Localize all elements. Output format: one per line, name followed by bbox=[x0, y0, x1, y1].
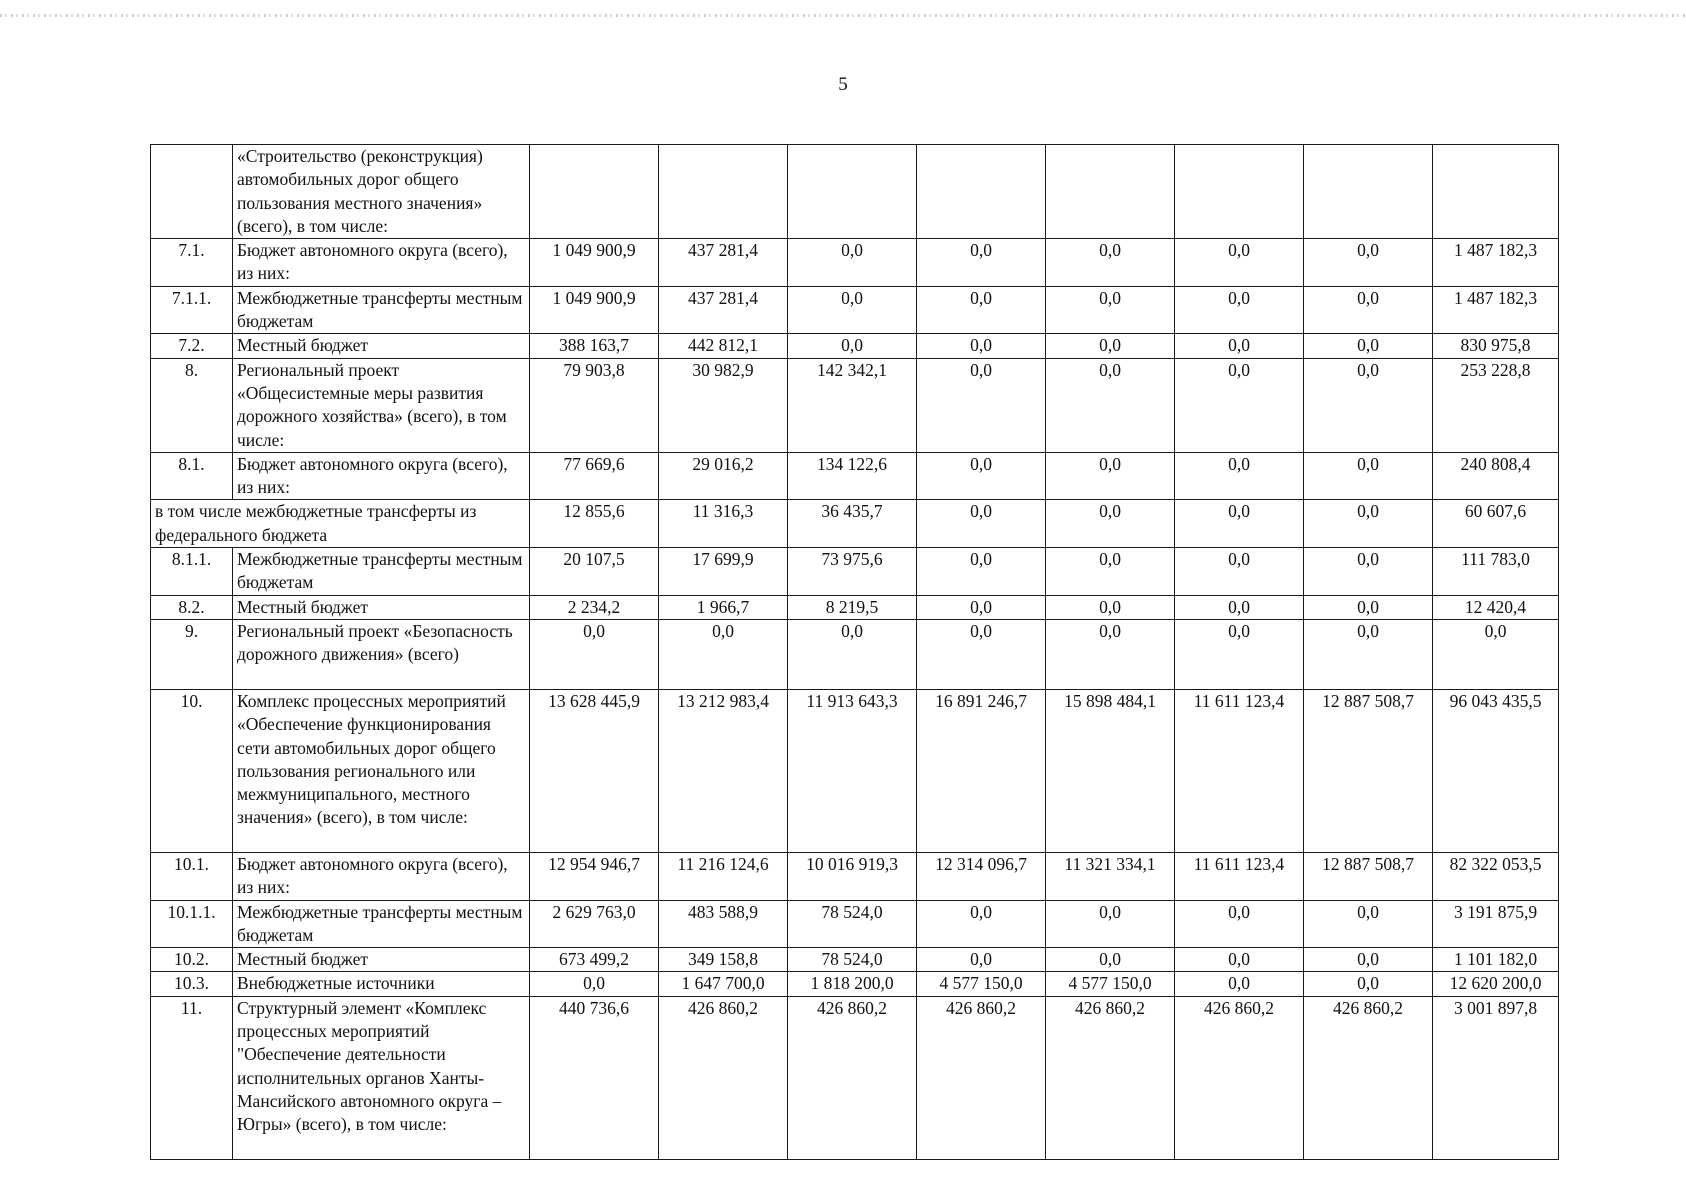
total-cell: 3 001 897,8 bbox=[1433, 996, 1559, 1159]
scan-artifact-line bbox=[0, 14, 1686, 17]
value-cell: 0,0 bbox=[1046, 452, 1175, 500]
value-cell: 0,0 bbox=[1046, 948, 1175, 972]
value-cell: 426 860,2 bbox=[1175, 996, 1304, 1159]
value-cell: 0,0 bbox=[1304, 452, 1433, 500]
row-number: 10.1. bbox=[151, 852, 233, 900]
total-cell: 3 191 875,9 bbox=[1433, 900, 1559, 948]
value-cell: 0,0 bbox=[1046, 548, 1175, 596]
value-cell: 0,0 bbox=[1046, 500, 1175, 548]
table-row bbox=[151, 948, 1559, 972]
total-cell: 0,0 bbox=[1433, 619, 1559, 689]
value-cell: 0,0 bbox=[788, 619, 917, 689]
value-cell: 11 316,3 bbox=[659, 500, 788, 548]
total-cell: 1 101 182,0 bbox=[1433, 948, 1559, 972]
value-cell: 426 860,2 bbox=[1304, 996, 1433, 1159]
row-number: 10.3. bbox=[151, 972, 233, 996]
value-cell: 2 234,2 bbox=[530, 595, 659, 619]
table-row bbox=[151, 595, 1559, 619]
value-cell: 0,0 bbox=[1304, 500, 1433, 548]
value-cell bbox=[659, 145, 788, 239]
row-name: Бюджет автономного округа (всего), из них: bbox=[233, 852, 530, 900]
value-cell: 0,0 bbox=[917, 948, 1046, 972]
row-number bbox=[151, 145, 233, 239]
value-cell: 0,0 bbox=[530, 972, 659, 996]
value-cell: 12 887 508,7 bbox=[1304, 852, 1433, 900]
value-cell: 0,0 bbox=[1046, 595, 1175, 619]
value-cell: 673 499,2 bbox=[530, 948, 659, 972]
value-cell: 134 122,6 bbox=[788, 452, 917, 500]
value-cell bbox=[788, 145, 917, 239]
row-name: Региональный проект «Общесистемные меры развития дорожного хозяйства» (всего), в том числе: bbox=[233, 358, 530, 452]
row-name: Местный бюджет bbox=[233, 334, 530, 358]
value-cell: 29 016,2 bbox=[659, 452, 788, 500]
row-name: Межбюджетные трансферты местным бюджетам bbox=[233, 548, 530, 596]
row-number: 8. bbox=[151, 358, 233, 452]
value-cell: 0,0 bbox=[917, 286, 1046, 334]
value-cell: 11 321 334,1 bbox=[1046, 852, 1175, 900]
value-cell: 0,0 bbox=[1304, 548, 1433, 596]
value-cell: 0,0 bbox=[1175, 239, 1304, 287]
value-cell bbox=[530, 145, 659, 239]
value-cell: 0,0 bbox=[1304, 286, 1433, 334]
value-cell: 11 913 643,3 bbox=[788, 689, 917, 852]
total-cell bbox=[1433, 145, 1559, 239]
total-cell: 82 322 053,5 bbox=[1433, 852, 1559, 900]
value-cell: 10 016 919,3 bbox=[788, 852, 917, 900]
total-cell: 12 620 200,0 bbox=[1433, 972, 1559, 996]
value-cell: 0,0 bbox=[1175, 619, 1304, 689]
value-cell: 0,0 bbox=[1175, 548, 1304, 596]
row-name: «Строительство (реконструкция) автомобильных дорог общего пользования местного значения» (всего), в том числе: bbox=[233, 145, 530, 239]
value-cell: 12 314 096,7 bbox=[917, 852, 1046, 900]
row-name: Межбюджетные трансферты местным бюджетам bbox=[233, 286, 530, 334]
value-cell: 442 812,1 bbox=[659, 334, 788, 358]
value-cell bbox=[1046, 145, 1175, 239]
value-cell: 0,0 bbox=[917, 900, 1046, 948]
value-cell: 78 524,0 bbox=[788, 948, 917, 972]
value-cell: 0,0 bbox=[917, 239, 1046, 287]
row-name: Местный бюджет bbox=[233, 948, 530, 972]
row-name: Структурный элемент «Комплекс процессных мероприятий "Обеспечение деятельности исполнительных органов Ханты-Мансийского автономного округа – Югры» (всего), в том числе: bbox=[233, 996, 530, 1159]
value-cell: 0,0 bbox=[1175, 595, 1304, 619]
value-cell: 77 669,6 bbox=[530, 452, 659, 500]
table-row bbox=[151, 900, 1559, 948]
budget-table bbox=[150, 144, 1559, 1160]
value-cell: 1 966,7 bbox=[659, 595, 788, 619]
value-cell: 0,0 bbox=[1175, 948, 1304, 972]
total-cell: 830 975,8 bbox=[1433, 334, 1559, 358]
total-cell: 240 808,4 bbox=[1433, 452, 1559, 500]
value-cell: 0,0 bbox=[1304, 972, 1433, 996]
row-name: Внебюджетные источники bbox=[233, 972, 530, 996]
table-row bbox=[151, 358, 1559, 452]
value-cell: 0,0 bbox=[1046, 239, 1175, 287]
row-name: Комплекс процессных мероприятий «Обеспечение функционирования сети автомобильных дорог общего пользования регионального или межмуниципального, местного значения» (всего), в том числе: bbox=[233, 689, 530, 852]
row-number: 11. bbox=[151, 996, 233, 1159]
total-cell: 96 043 435,5 bbox=[1433, 689, 1559, 852]
value-cell: 0,0 bbox=[1304, 239, 1433, 287]
value-cell: 0,0 bbox=[917, 548, 1046, 596]
row-number: 7.2. bbox=[151, 334, 233, 358]
value-cell: 13 628 445,9 bbox=[530, 689, 659, 852]
value-cell: 0,0 bbox=[1304, 900, 1433, 948]
value-cell: 0,0 bbox=[1304, 619, 1433, 689]
value-cell: 0,0 bbox=[1046, 286, 1175, 334]
value-cell: 388 163,7 bbox=[530, 334, 659, 358]
row-number: 8.1. bbox=[151, 452, 233, 500]
value-cell: 12 855,6 bbox=[530, 500, 659, 548]
value-cell bbox=[1175, 145, 1304, 239]
value-cell: 1 818 200,0 bbox=[788, 972, 917, 996]
value-cell: 0,0 bbox=[917, 500, 1046, 548]
table-row bbox=[151, 239, 1559, 287]
value-cell: 0,0 bbox=[1304, 595, 1433, 619]
value-cell: 1 049 900,9 bbox=[530, 286, 659, 334]
value-cell: 0,0 bbox=[1175, 900, 1304, 948]
value-cell: 0,0 bbox=[1304, 358, 1433, 452]
row-name: Местный бюджет bbox=[233, 595, 530, 619]
value-cell: 0,0 bbox=[1175, 452, 1304, 500]
value-cell: 426 860,2 bbox=[917, 996, 1046, 1159]
value-cell: 13 212 983,4 bbox=[659, 689, 788, 852]
total-cell: 111 783,0 bbox=[1433, 548, 1559, 596]
value-cell: 0,0 bbox=[1046, 358, 1175, 452]
value-cell: 0,0 bbox=[1175, 972, 1304, 996]
value-cell: 1 049 900,9 bbox=[530, 239, 659, 287]
value-cell: 79 903,8 bbox=[530, 358, 659, 452]
value-cell: 0,0 bbox=[1046, 334, 1175, 358]
value-cell: 0,0 bbox=[917, 619, 1046, 689]
value-cell: 483 588,9 bbox=[659, 900, 788, 948]
value-cell bbox=[917, 145, 1046, 239]
row-name: Бюджет автономного округа (всего), из них: bbox=[233, 452, 530, 500]
value-cell: 16 891 246,7 bbox=[917, 689, 1046, 852]
value-cell: 437 281,4 bbox=[659, 286, 788, 334]
row-number: 7.1. bbox=[151, 239, 233, 287]
value-cell bbox=[1304, 145, 1433, 239]
value-cell: 426 860,2 bbox=[659, 996, 788, 1159]
page-number: 5 bbox=[838, 74, 848, 95]
row-name: Региональный проект «Безопасность дорожного движения» (всего) bbox=[233, 619, 530, 689]
value-cell: 0,0 bbox=[1046, 900, 1175, 948]
row-number: 8.1.1. bbox=[151, 548, 233, 596]
value-cell: 440 736,6 bbox=[530, 996, 659, 1159]
value-cell: 73 975,6 bbox=[788, 548, 917, 596]
value-cell: 11 611 123,4 bbox=[1175, 852, 1304, 900]
value-cell: 0,0 bbox=[1175, 358, 1304, 452]
value-cell: 0,0 bbox=[917, 595, 1046, 619]
value-cell: 8 219,5 bbox=[788, 595, 917, 619]
value-cell: 15 898 484,1 bbox=[1046, 689, 1175, 852]
value-cell: 0,0 bbox=[917, 334, 1046, 358]
row-number: 10.2. bbox=[151, 948, 233, 972]
value-cell: 0,0 bbox=[1304, 334, 1433, 358]
table-row bbox=[151, 689, 1559, 852]
value-cell: 0,0 bbox=[1175, 500, 1304, 548]
table-row bbox=[151, 145, 1559, 239]
table-row bbox=[151, 972, 1559, 996]
value-cell: 17 699,9 bbox=[659, 548, 788, 596]
table-row bbox=[151, 334, 1559, 358]
row-number: 9. bbox=[151, 619, 233, 689]
value-cell: 437 281,4 bbox=[659, 239, 788, 287]
value-cell: 349 158,8 bbox=[659, 948, 788, 972]
total-cell: 1 487 182,3 bbox=[1433, 239, 1559, 287]
value-cell: 0,0 bbox=[1304, 948, 1433, 972]
value-cell: 0,0 bbox=[1046, 619, 1175, 689]
table-row bbox=[151, 452, 1559, 500]
value-cell: 2 629 763,0 bbox=[530, 900, 659, 948]
row-label: в том числе межбюджетные трансферты из федерального бюджета bbox=[151, 500, 530, 548]
value-cell: 78 524,0 bbox=[788, 900, 917, 948]
value-cell: 0,0 bbox=[917, 452, 1046, 500]
row-number: 8.2. bbox=[151, 595, 233, 619]
value-cell: 30 982,9 bbox=[659, 358, 788, 452]
value-cell: 12 887 508,7 bbox=[1304, 689, 1433, 852]
value-cell: 0,0 bbox=[1175, 334, 1304, 358]
total-cell: 12 420,4 bbox=[1433, 595, 1559, 619]
row-name: Межбюджетные трансферты местным бюджетам bbox=[233, 900, 530, 948]
value-cell: 12 954 946,7 bbox=[530, 852, 659, 900]
value-cell: 426 860,2 bbox=[788, 996, 917, 1159]
total-cell: 253 228,8 bbox=[1433, 358, 1559, 452]
table-row bbox=[151, 548, 1559, 596]
total-cell: 60 607,6 bbox=[1433, 500, 1559, 548]
row-number: 7.1.1. bbox=[151, 286, 233, 334]
table-row bbox=[151, 500, 1559, 548]
table-row bbox=[151, 852, 1559, 900]
budget-table-body bbox=[151, 145, 1559, 1160]
value-cell: 0,0 bbox=[530, 619, 659, 689]
value-cell: 426 860,2 bbox=[1046, 996, 1175, 1159]
value-cell: 142 342,1 bbox=[788, 358, 917, 452]
value-cell: 36 435,7 bbox=[788, 500, 917, 548]
table-row bbox=[151, 619, 1559, 689]
value-cell: 0,0 bbox=[788, 334, 917, 358]
value-cell: 11 216 124,6 bbox=[659, 852, 788, 900]
value-cell: 4 577 150,0 bbox=[1046, 972, 1175, 996]
value-cell: 0,0 bbox=[788, 239, 917, 287]
value-cell: 1 647 700,0 bbox=[659, 972, 788, 996]
row-number: 10. bbox=[151, 689, 233, 852]
value-cell: 0,0 bbox=[917, 358, 1046, 452]
table-row bbox=[151, 996, 1559, 1159]
total-cell: 1 487 182,3 bbox=[1433, 286, 1559, 334]
value-cell: 4 577 150,0 bbox=[917, 972, 1046, 996]
value-cell: 0,0 bbox=[1175, 286, 1304, 334]
value-cell: 0,0 bbox=[788, 286, 917, 334]
row-name: Бюджет автономного округа (всего), из них: bbox=[233, 239, 530, 287]
row-number: 10.1.1. bbox=[151, 900, 233, 948]
value-cell: 0,0 bbox=[659, 619, 788, 689]
value-cell: 11 611 123,4 bbox=[1175, 689, 1304, 852]
table-row bbox=[151, 286, 1559, 334]
value-cell: 20 107,5 bbox=[530, 548, 659, 596]
